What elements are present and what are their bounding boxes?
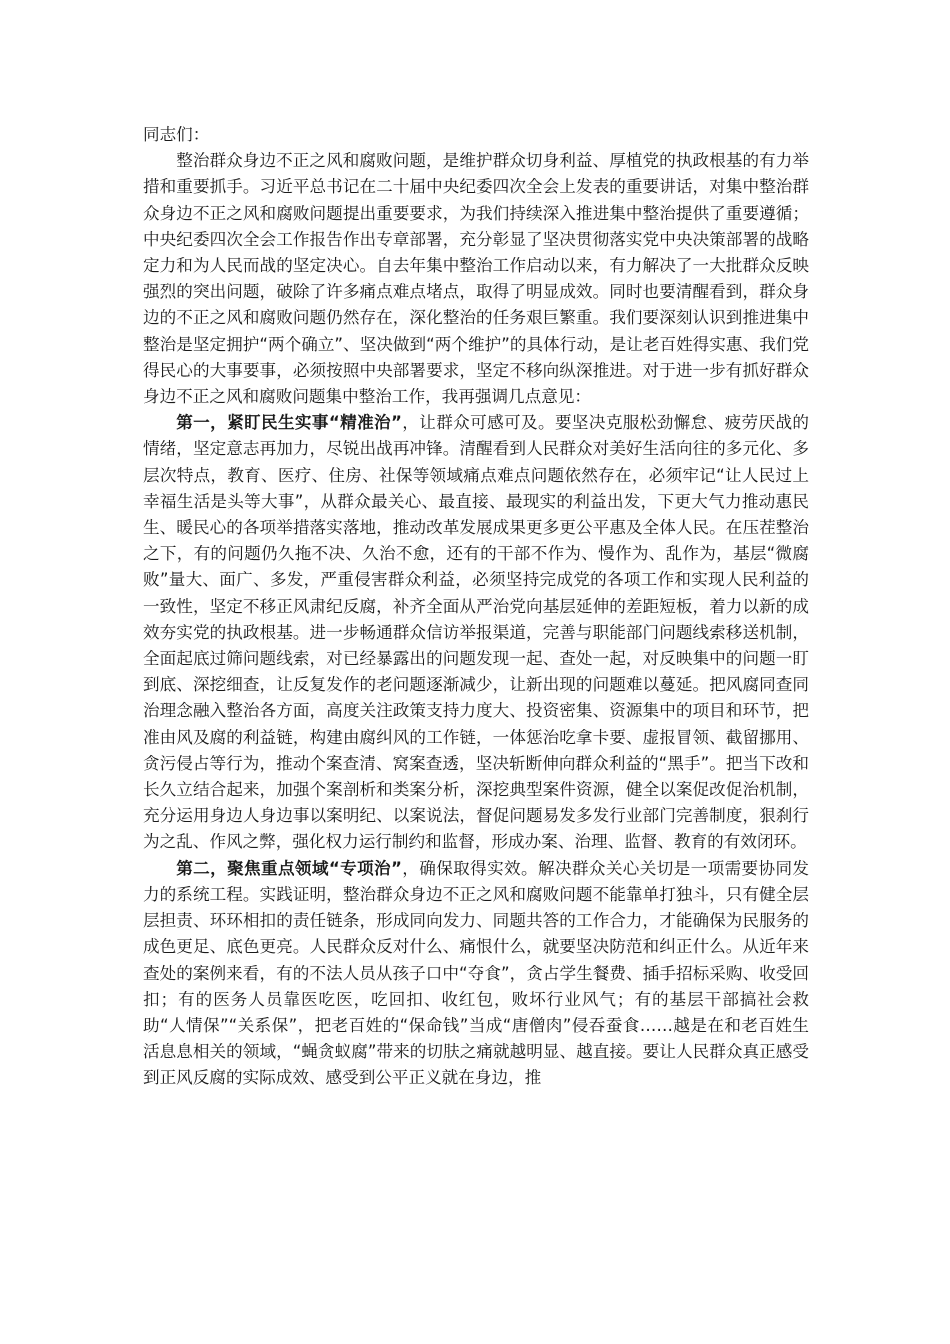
paragraph-point-one xyxy=(143,410,809,855)
point-two-heading: 第二，聚焦重点领域“专项治” xyxy=(176,858,402,878)
paragraph-intro-text: 整治群众身边不正之风和腐败问题，是维护群众切身利益、厚植党的执政根基的有力举措和重要抓手。习近平总书记在二十届中央纪委四次全会上发表的重要讲话，对集中整治群众身边不正之风和腐败问题提出重要要求，为我们持续深入推进集中整治提供了重要遵循；中央纪委四次全会工作报告作出专章部署，充分彰显了坚决贯彻落实党中央决策部署的战略定力和为人民而战的坚定决心。自去年集中整治工作启动以来，有力解决了一大批群众反映强烈的突出问题，破除了许多痛点难点堵点，取得了明显成效。同时也要清醒看到，群众身边的不正之风和腐败问题仍然存在，深化整治的任务艰巨繁重。我们要深刻认识到推进集中整治是坚定拥护“两个确立”、坚决做到“两个维护”的具体行动，是让老百姓得实惠、我们党得民心的大事要事，必须按照中央部署要求，坚定不移向纵深推进。对于进一步有抓好群众身边不正之风和腐败问题集中整治工作，我再强调几点意见： xyxy=(143,151,809,407)
paragraph-intro xyxy=(143,148,809,410)
point-one-heading: 第一，紧盯民生实事“精准治” xyxy=(176,413,402,433)
point-two-text: ，确保取得实效。解决群众关心关切是一项需要协同发力的系统工程。实践证明，整治群众身边不正之风和腐败问题不能靠单打独斗，只有健全层层担责、环环相扣的责任链条，形成同向发力、同题共答的工作合力，才能确保为民服务的成色更足、底色更亮。人民群众反对什么、痛恨什么，就要坚决防范和纠正什么。从近年来查处的案例来看，有的不法人员从孩子口中“夺食”，贪占学生餐费、插手招标采购、收受回扣；有的医务人员靠医吃医，吃回扣、收红包，败坏行业风气；有的基层干部搞社会救助“人情保”“关系保”，把老百姓的“保命钱”当成“唐僧肉”侵吞蚕食……越是在和老百姓生活息息相关的领域，“蝇贪蚁腐”带来的切肤之痛就越明显、越直接。要让人民群众真正感受到正风反腐的实际成效、感受到公平正义就在身边，推 xyxy=(143,858,810,1088)
salutation: 同志们： xyxy=(143,125,210,144)
paragraph-point-two xyxy=(143,856,809,1092)
point-one-text: ，让群众可感可及。要坚决克服松劲懈怠、疲劳厌战的情绪，坚定意志再加力，尽锐出战再冲锋。清醒看到人民群众对美好生活向往的多元化、多层次特点，教育、医疗、住房、社保等领域痛点难点问题依然存在，必须牢记“让人民过上幸福生活是头等大事”，从群众最关心、最直接、最现实的利益出发，下更大气力推动惠民生、暖民心的各项举措落实落地，推动改革发展成果更多更公平惠及全体人民。在压茬整治之下，有的问题仍久拖不决、久治不愈，还有的干部不作为、慢作为、乱作为，基层“微腐败”量大、面广、多发，严重侵害群众利益，必须坚持完成党的各项工作和实现人民利益的一致性，坚定不移正风肃纪反腐，补齐全面从严治党向基层延伸的差距短板，着力以新的成效夯实党的执政根基。进一步畅通群众信访举报渠道，完善与职能部门问题线索移送机制，全面起底过筛问题线索，对已经暴露出的问题发现一起、查处一起，对反映集中的问题一盯到底、深挖细查，让反复发作的老问题逐渐减少，让新出现的问题难以蔓延。把风腐同查同治理念融入整治各方面，高度关注政策支持力度大、投资密集、资源集中的项目和环节，把准由风及腐的利益链，构建由腐纠风的工作链，一体惩治吃拿卡要、虚报冒领、截留挪用、贪污侵占等行为，推动个案查清、窝案查透，坚决斩断伸向群众利益的“黑手”。把当下改和长久立结合起来，加强个案剖析和类案分析，深挖典型案件资源，健全以案促改促治机制，充分运用身边人身边事以案明纪、以案说法，督促问题易发多发行业部门完善制度，狠刹行为之乱、作风之弊，强化权力运行制约和监督，形成办案、治理、监督、教育的有效闭环。 xyxy=(143,413,810,852)
speech-text-body xyxy=(143,122,809,1092)
